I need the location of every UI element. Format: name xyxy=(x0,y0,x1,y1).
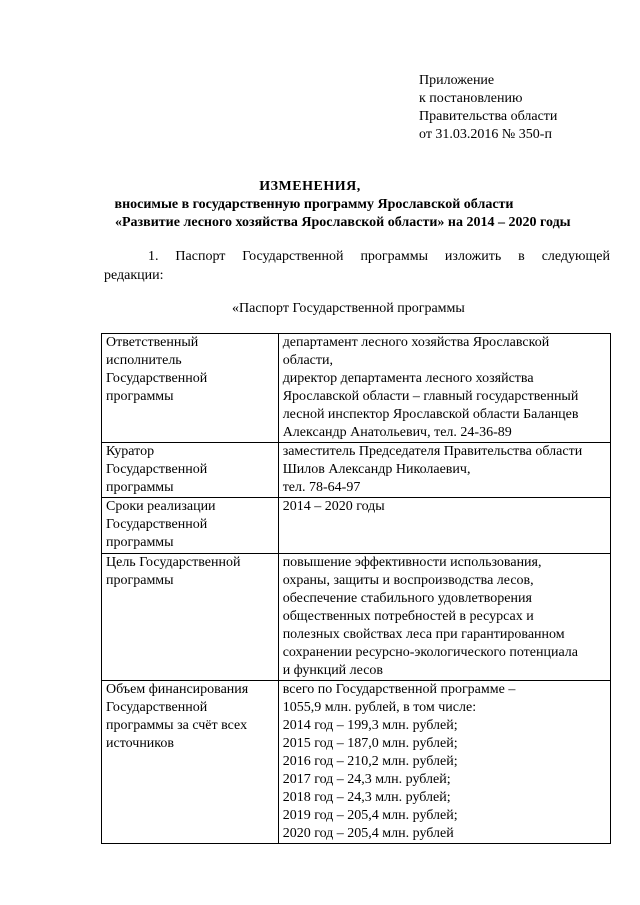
appendix-line: Приложение xyxy=(419,73,495,88)
appendix-line: к постановлению xyxy=(419,91,523,106)
value-line: общественных потребностей в ресурсах и xyxy=(282,609,534,624)
appendix-line: Правительства области xyxy=(419,109,558,124)
title-subtitle: вносимые в государственную программу Ярославской области xyxy=(114,197,514,212)
table-row xyxy=(102,443,611,498)
row-label-cell xyxy=(102,681,279,844)
value-line: 2020 год – 205,4 млн. рублей xyxy=(282,826,454,841)
passport-table xyxy=(101,333,611,844)
value-line: Шилов Александр Николаевич, xyxy=(282,462,471,477)
value-line: всего по Государственной программе – xyxy=(282,682,516,697)
value-line: тел. 78-64-97 xyxy=(282,480,361,495)
label-line: Государственной xyxy=(106,462,208,477)
label-line: Государственной xyxy=(106,371,208,386)
label-line: программы xyxy=(106,573,174,588)
label-line: Объем финансирования xyxy=(106,682,249,697)
value-line: 2016 год – 210,2 млн. рублей; xyxy=(282,754,458,769)
appendix-line: от 31.03.2016 № 350-п xyxy=(419,127,552,142)
label-line: Государственной xyxy=(106,517,208,532)
table-row xyxy=(102,498,611,554)
value-line: 2019 год – 205,4 млн. рублей; xyxy=(282,808,458,823)
value-line: и функций лесов xyxy=(282,663,384,678)
title-main: ИЗМЕНЕНИЯ, xyxy=(259,179,361,194)
label-line: Сроки реализации xyxy=(106,499,216,514)
table-row xyxy=(102,334,611,443)
value-line: сохранении ресурсно-экологического потенциала xyxy=(282,645,578,660)
label-line: программы xyxy=(106,389,174,404)
row-value-cell xyxy=(278,443,610,498)
label-line: исполнитель xyxy=(106,353,182,368)
paragraph-line: 1. Паспорт Государственной программы изложить в следующей xyxy=(148,249,610,264)
row-label-cell xyxy=(102,554,279,681)
table-row xyxy=(102,554,611,681)
value-line: Александр Анатольевич, тел. 24-36-89 xyxy=(282,425,512,440)
value-line: директор департамента лесного хозяйства xyxy=(282,371,534,386)
appendix-note xyxy=(419,72,557,144)
row-value-cell xyxy=(278,554,610,681)
label-line: Цель Государственной xyxy=(106,555,241,570)
row-label-cell xyxy=(102,334,279,443)
value-line: 1055,9 млн. рублей, в том числе: xyxy=(282,700,477,715)
label-line: программы за счёт всех xyxy=(106,718,248,733)
label-line: Ответственный xyxy=(106,335,199,350)
value-line: области, xyxy=(282,353,333,368)
value-line: охраны, защиты и воспроизводства лесов, xyxy=(282,573,534,588)
paragraph-line: редакции: xyxy=(104,268,164,283)
row-value-cell xyxy=(278,334,610,443)
passport-title: «Паспорт Государственной программы xyxy=(232,301,465,316)
row-label-cell xyxy=(102,498,279,554)
document-title xyxy=(100,178,571,232)
row-value-cell xyxy=(278,498,610,554)
value-line: заместитель Председателя Правительства области xyxy=(282,444,583,459)
value-line: обеспечение стабильного удовлетворения xyxy=(282,591,532,606)
row-label-cell xyxy=(102,443,279,498)
body-paragraph xyxy=(104,247,610,285)
label-line: программы xyxy=(106,535,174,550)
value-line: 2014 год – 199,3 млн. рублей; xyxy=(282,718,458,733)
value-line: 2018 год – 24,3 млн. рублей; xyxy=(282,790,451,805)
value-line: 2015 год – 187,0 млн. рублей; xyxy=(282,736,458,751)
table-row xyxy=(102,681,611,844)
title-program-name: «Развитие лесного хозяйства Ярославской области» на 2014 – 2020 годы xyxy=(115,215,571,230)
value-line: Ярославской области – главный государственный xyxy=(282,389,579,404)
row-value-cell xyxy=(278,681,610,844)
value-line: повышение эффективности использования, xyxy=(282,555,542,570)
value-line: 2014 – 2020 годы xyxy=(282,499,385,514)
value-line: лесной инспектор Ярославской области Баланцев xyxy=(282,407,579,422)
label-line: Куратор xyxy=(106,444,155,459)
label-line: Государственной xyxy=(106,700,208,715)
value-line: полезных свойствах леса при гарантированном xyxy=(282,627,565,642)
value-line: 2017 год – 24,3 млн. рублей; xyxy=(282,772,451,787)
label-line: источников xyxy=(106,736,175,751)
value-line: департамент лесного хозяйства Ярославской xyxy=(282,335,550,350)
label-line: программы xyxy=(106,480,174,495)
